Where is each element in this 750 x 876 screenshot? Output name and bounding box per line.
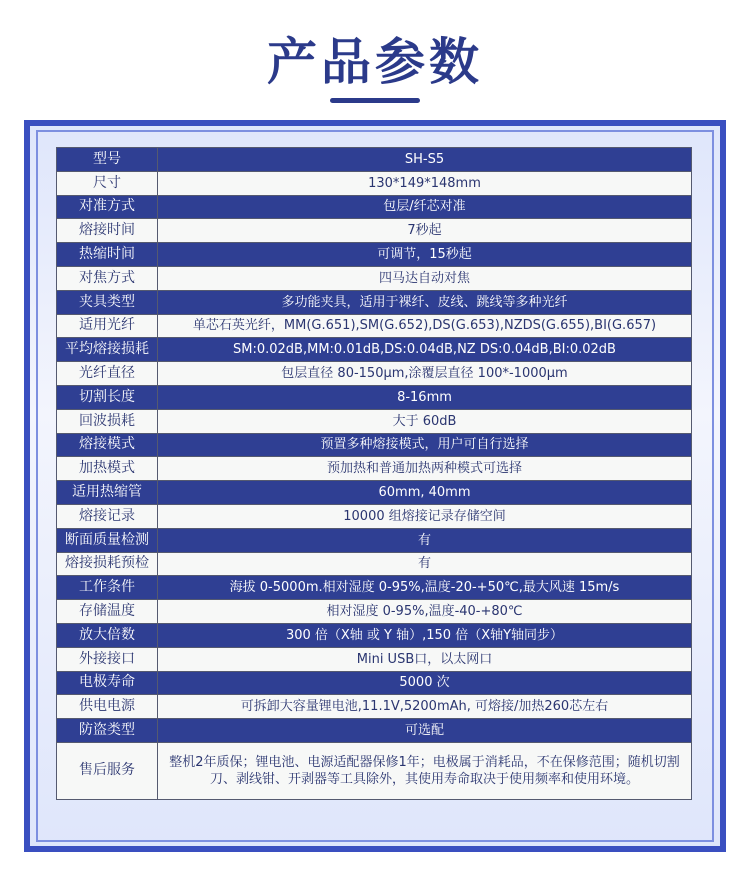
spec-label: 型号 [57, 148, 158, 172]
spec-label: 熔接记录 [57, 504, 158, 528]
spec-label: 存储温度 [57, 600, 158, 624]
title-underline [330, 98, 420, 103]
spec-value: 300 倍（X轴 或 Y 轴）,150 倍（X轴Y轴同步） [158, 623, 692, 647]
spec-value: SH-S5 [158, 148, 692, 172]
spec-label: 加热模式 [57, 457, 158, 481]
spec-label: 防盗类型 [57, 719, 158, 743]
spec-row-model [57, 148, 692, 172]
spec-label: 对焦方式 [57, 266, 158, 290]
spec-row-storage-temp [57, 600, 692, 624]
spec-label: 供电电源 [57, 695, 158, 719]
spec-row-sleeve [57, 481, 692, 505]
spec-value: 单芯石英光纤，MM(G.651),SM(G.652),DS(G.653),NZDS(G.655),BI(G.657) [158, 314, 692, 338]
spec-value: 可拆卸大容量锂电池,11.1V,5200mAh, 可熔接/加热260芯左右 [158, 695, 692, 719]
spec-label: 夹具类型 [57, 290, 158, 314]
spec-label: 尺寸 [57, 171, 158, 195]
spec-row-focus [57, 266, 692, 290]
spec-label: 熔接模式 [57, 433, 158, 457]
spec-value: 7秒起 [158, 219, 692, 243]
spec-label: 放大倍数 [57, 623, 158, 647]
spec-row-size [57, 171, 692, 195]
spec-value: 有 [158, 528, 692, 552]
spec-row-heat-time [57, 243, 692, 267]
spec-value: 可选配 [158, 719, 692, 743]
spec-row-splice-time [57, 219, 692, 243]
spec-row-endface-check [57, 528, 692, 552]
spec-label: 熔接损耗预检 [57, 552, 158, 576]
spec-row-interfaces [57, 647, 692, 671]
spec-value: 预置多种熔接模式，用户可自行选择 [158, 433, 692, 457]
spec-row-anti-theft [57, 719, 692, 743]
spec-row-splice-loss [57, 338, 692, 362]
spec-row-splice-mode [57, 433, 692, 457]
spec-row-fiber-type [57, 314, 692, 338]
spec-row-magnification [57, 623, 692, 647]
spec-row-cleave-length [57, 385, 692, 409]
spec-value: 8-16mm [158, 385, 692, 409]
spec-value: 可调节，15秒起 [158, 243, 692, 267]
spec-label: 对准方式 [57, 195, 158, 219]
spec-label: 工作条件 [57, 576, 158, 600]
spec-value: 整机2年质保；锂电池、电源适配器保修1年；电极属于消耗品，不在保修范围；随机切割刀、剥线钳、开剥器等工具除外，其使用寿命取决于使用频率和使用环境。 [158, 742, 692, 799]
spec-table [56, 147, 692, 800]
spec-row-electrode-life [57, 671, 692, 695]
spec-row-return-loss [57, 409, 692, 433]
spec-row-fiber-diameter [57, 362, 692, 386]
spec-row-clamp [57, 290, 692, 314]
spec-label: 光纤直径 [57, 362, 158, 386]
spec-row-heat-mode [57, 457, 692, 481]
spec-value: 130*149*148mm [158, 171, 692, 195]
spec-value: 60mm, 40mm [158, 481, 692, 505]
spec-value: SM:0.02dB,MM:0.01dB,DS:0.04dB,NZ DS:0.04dB,BI:0.02dB [158, 338, 692, 362]
spec-label: 电极寿命 [57, 671, 158, 695]
spec-label: 适用光纤 [57, 314, 158, 338]
spec-row-records [57, 504, 692, 528]
spec-value: 相对湿度 0-95%,温度-40-+80℃ [158, 600, 692, 624]
spec-value: 5000 次 [158, 671, 692, 695]
spec-row-loss-estimate [57, 552, 692, 576]
spec-row-power [57, 695, 692, 719]
spec-value: 大于 60dB [158, 409, 692, 433]
spec-label: 售后服务 [57, 742, 158, 799]
spec-row-operating-conditions [57, 576, 692, 600]
spec-label: 断面质量检测 [57, 528, 158, 552]
spec-value: Mini USB口，以太网口 [158, 647, 692, 671]
spec-label: 适用热缩管 [57, 481, 158, 505]
spec-value: 预加热和普通加热两种模式可选择 [158, 457, 692, 481]
spec-label: 切割长度 [57, 385, 158, 409]
spec-value: 多功能夹具，适用于裸纤、皮线、跳线等多种光纤 [158, 290, 692, 314]
spec-row-alignment [57, 195, 692, 219]
spec-value: 有 [158, 552, 692, 576]
spec-label: 平均熔接损耗 [57, 338, 158, 362]
spec-value: 包层/纤芯对准 [158, 195, 692, 219]
spec-label: 熔接时间 [57, 219, 158, 243]
spec-value: 包层直径 80-150μm,涂覆层直径 100*-1000μm [158, 362, 692, 386]
spec-label: 热缩时间 [57, 243, 158, 267]
page-title: 产品参数 [267, 33, 483, 91]
spec-label: 外接接口 [57, 647, 158, 671]
spec-value: 海拔 0-5000m.相对湿度 0-95%,温度-20-+50℃,最大风速 15m/s [158, 576, 692, 600]
spec-value: 四马达自动对焦 [158, 266, 692, 290]
spec-label: 回波损耗 [57, 409, 158, 433]
spec-value: 10000 组熔接记录存储空间 [158, 504, 692, 528]
spec-row-after-sales [57, 742, 692, 799]
